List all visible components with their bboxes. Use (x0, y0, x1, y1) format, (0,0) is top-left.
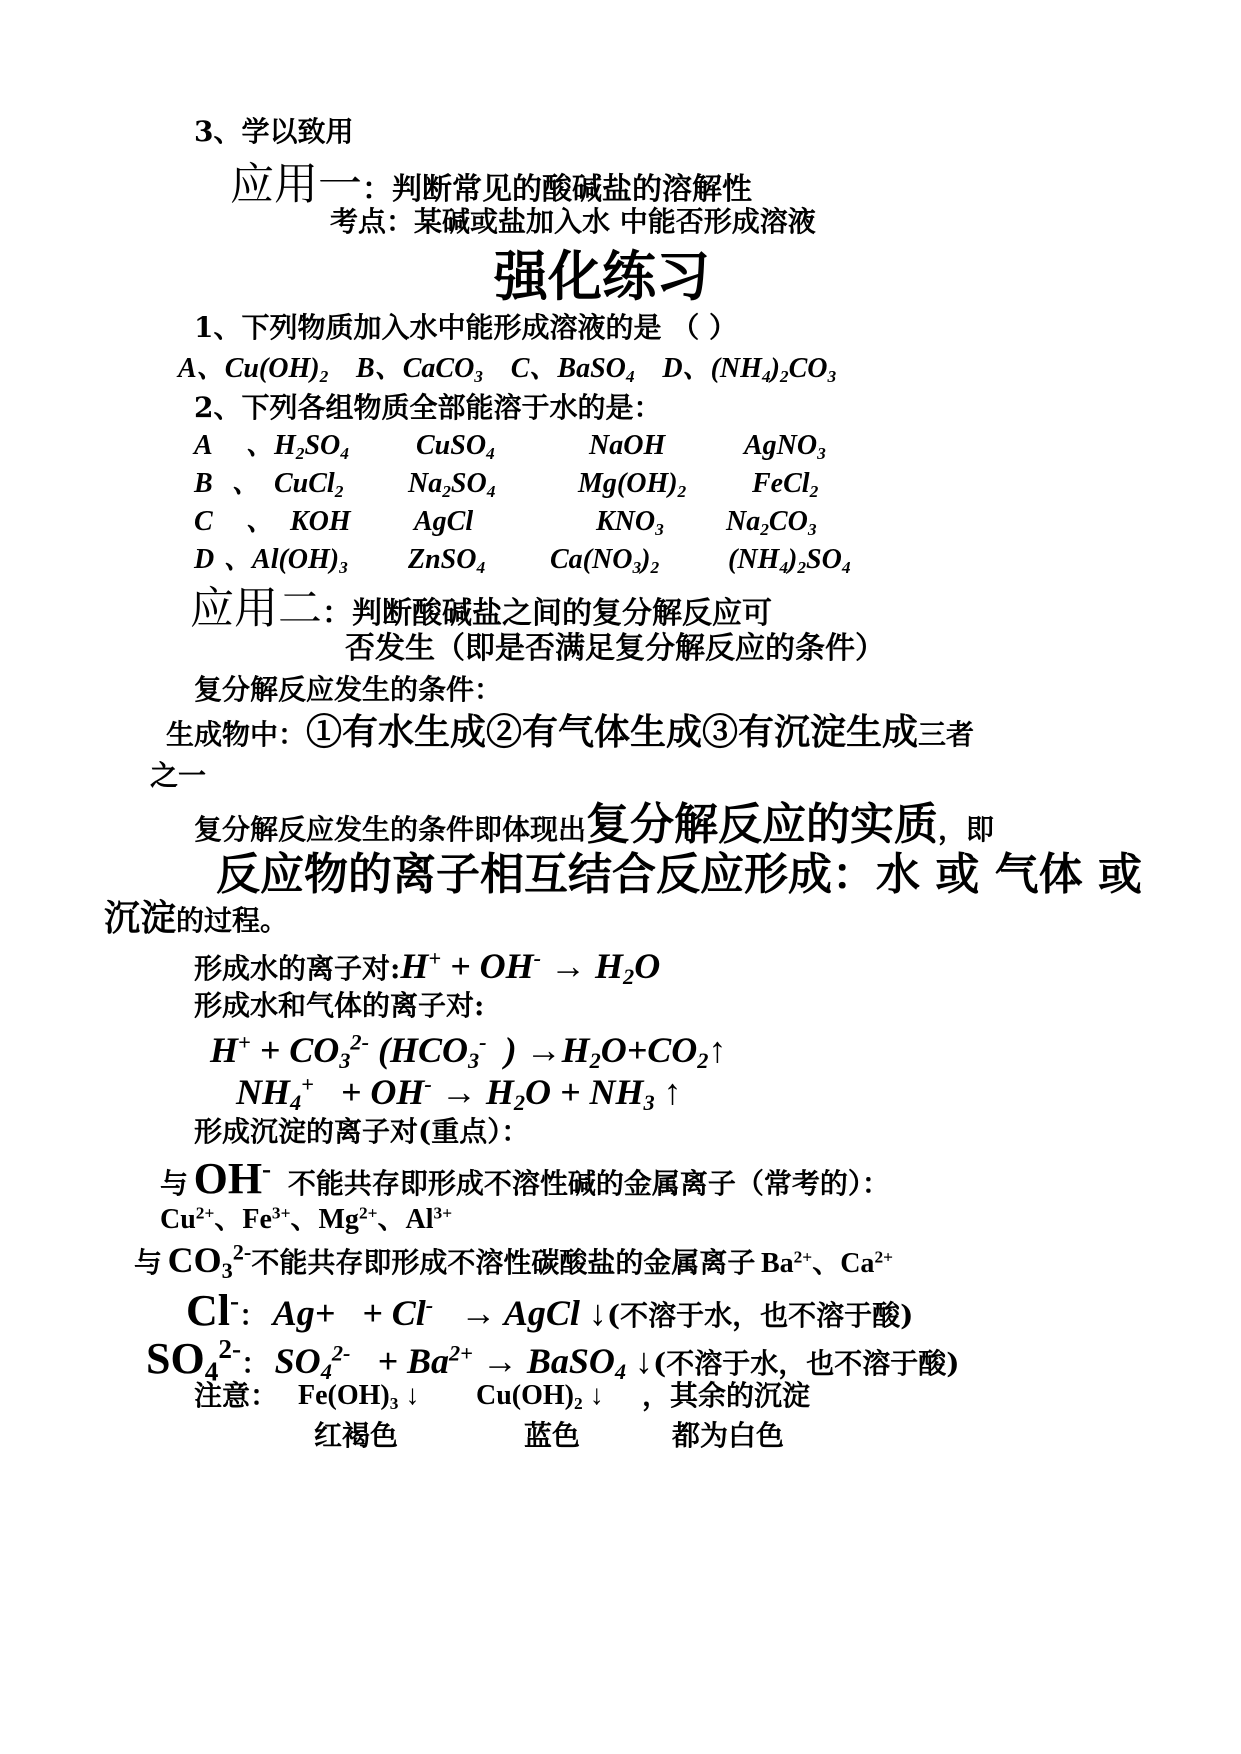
note-line: 注意： $Fe(OH)_3$ ↓ $Cu(OH)_2$ ↓ ，其余的沉淀 (194, 1379, 811, 1413)
note-colors (194, 1420, 954, 1456)
water-gas-label: 形成水和气体的离子对: (194, 989, 485, 1022)
app1-heading: 应用一：判断常见的酸碱盐的溶解性 (230, 159, 752, 210)
q1-option-d: D、$(NH_4)_2CO_3$ (662, 353, 837, 386)
cond-title: 复分解反应发生的条件： (194, 673, 503, 706)
app2-head: 应用二 (190, 583, 322, 634)
app1-desc: 判断常见的酸碱盐的溶解性 (392, 172, 752, 207)
water-ion-pair: 形成水的离子对:H+ + $OH^- \to H_2O$ (194, 945, 661, 990)
conditions-line: 生成物中：①有水生成②有气体生成③有沉淀生成三者 (166, 711, 975, 753)
sulfate-line: $SO_4^{2-}$： $SO_4^{2-} + Ba^{2+}$ → BaSO$_4$ ↓(不溶于水，也不溶于酸) (146, 1334, 960, 1387)
q2-row-d: D 、$Al(OH)_3$ ZnSO$_4$ $Ca(NO_3)_2$ $(NH_4)_2SO_4$ (194, 544, 851, 577)
color-red-brown: 红褐色 (314, 1419, 399, 1452)
app2-heading: 应用二：判断酸碱盐之间的复分解反应可 (190, 583, 772, 634)
color-white: 都为白色 (672, 1419, 785, 1452)
q2-row-a: A 、$H_2SO_4$ CuSO$_4$ NaOH AgNO$_3$ (194, 430, 826, 463)
q1-option-a: A、$Cu(OH)_2$ (178, 353, 329, 386)
section-title: 3、学以致用 (194, 115, 354, 148)
oh-metal-ions: $Cu^{2+}$、$Fe^{3+}$、$Mg^{2+}$、$Al^{3+}$ (160, 1203, 453, 1235)
chloride-line: Cl-： Ag+ + Cl- → AgCl ↓(不溶于水，也不溶于酸) (186, 1286, 914, 1335)
app2-desc1: 判断酸碱盐之间的复分解反应可 (352, 596, 772, 631)
q1-stem: 1、下列物质加入水中能形成溶液的是 （ ） (194, 311, 737, 344)
q2-row-b: B 、 CuCl$_2$ $Na_2SO_4$ $Mg(OH)_2$ FeCl$_2$ (194, 468, 819, 501)
carbonate-reaction: $H^+ + CO_3^{2-}$ ($HCO_3^-$ ) $\to H_2O+CO_2↑$ (210, 1029, 727, 1074)
essence-line: 复分解反应发生的条件即体现出复分解反应的实质，即 (194, 799, 995, 850)
drill-title: 强化练习 (494, 244, 710, 308)
q2-row-c: C 、 KOH AgCl $KNO_3$ $Na_2CO_3$ (194, 506, 817, 539)
q2-stem: 2、下列各组物质全部能溶于水的是： (194, 391, 662, 424)
precip-label: 形成沉淀的离子对(重点）： (194, 1115, 530, 1148)
q1-option-c: C、BaSO$_4$ (510, 353, 635, 386)
app1-head: 应用一 (230, 159, 362, 210)
reaction-line: 反应物的离子相互结合反应形成：水 或 气体 或 (216, 849, 1142, 900)
q1-options (178, 352, 836, 385)
ammonium-reaction: $NH_4^+ + OH^- \to H_2O + NH_3$ ↑ (236, 1071, 682, 1116)
kaodian-line: 考点：某碱或盐加入水 中能否形成溶液 (330, 205, 816, 238)
oh-line: 与 OH- 不能共存即形成不溶性碱的金属离子（常考的）： (160, 1154, 890, 1203)
precipitate-line: 沉淀的过程。 (104, 897, 289, 939)
three-conditions: ①有水生成②有气体生成③有沉淀生成 (306, 711, 919, 753)
essence-highlight: 复分解反应的实质 (586, 799, 939, 850)
co3-line: 与 $CO_3^{2-}$不能共存即形成不溶性碳酸盐的金属离子 $Ba^{2+}$、$Ca^{2+}$ (134, 1239, 894, 1284)
conditions-tail: 之一 (150, 759, 207, 792)
q1-option-b: B、CaCO$_3$ (356, 353, 483, 386)
color-blue: 蓝色 (524, 1419, 581, 1452)
app2-desc2: 否发生（即是否满足复分解反应的条件） (345, 631, 885, 666)
